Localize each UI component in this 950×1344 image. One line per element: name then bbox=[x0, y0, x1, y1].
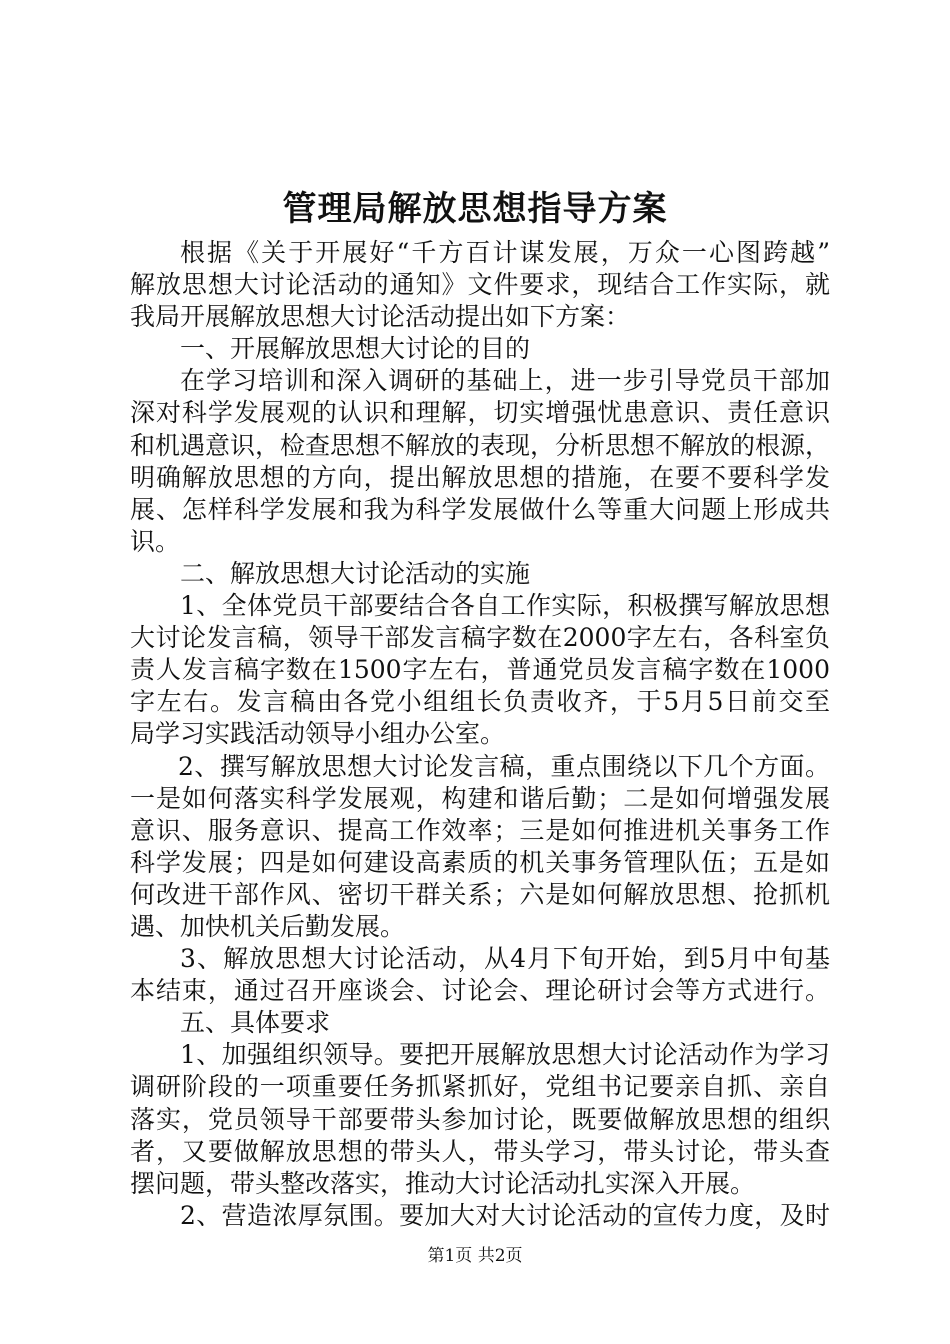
body-line: 本结束，通过召开座谈会、讨论会、理论研讨会等方式进行。 bbox=[130, 976, 830, 1006]
body-line: 意识、服务意识、提高工作效率；三是如何推进机关事务工作 bbox=[130, 815, 830, 845]
document-body bbox=[130, 237, 830, 1232]
body-line: 2、撰写解放思想大讨论发言稿，重点围绕以下几个方面。 bbox=[178, 751, 830, 781]
body-line: 识。 bbox=[130, 526, 181, 556]
body-line: 我局开展解放思想大讨论活动提出如下方案： bbox=[130, 302, 631, 332]
body-line: 明确解放思想的方向，提出解放思想的措施，在要不要科学发 bbox=[130, 462, 830, 492]
body-line: 何改进干部作风、密切干群关系；六是如何解放思想、抢抓机 bbox=[130, 879, 830, 909]
body-line: 大讨论发言稿，领导干部发言稿字数在2000字左右，各科室负 bbox=[130, 623, 830, 653]
page-number-footer: 第1页 共2页 bbox=[427, 1246, 523, 1266]
body-line: 2、营造浓厚氛围。要加大对大讨论活动的宣传力度，及时 bbox=[180, 1200, 830, 1230]
body-line: 1、全体党员干部要结合各自工作实际，积极撰写解放思想 bbox=[180, 591, 830, 621]
section-heading: 五、具体要求 bbox=[180, 1008, 331, 1038]
body-line: 根据《关于开展好“千方百计谋发展，万众一心图跨越” bbox=[180, 238, 830, 267]
body-line: 调研阶段的一项重要任务抓紧抓好，党组书记要亲自抓、亲自 bbox=[130, 1072, 830, 1102]
body-line: 解放思想大讨论活动的通知》文件要求，现结合工作实际，就 bbox=[130, 270, 830, 300]
body-line: 深对科学发展观的认识和理解，切实增强忧患意识、责任意识 bbox=[130, 398, 830, 428]
body-line: 一是如何落实科学发展观，构建和谐后勤；二是如何增强发展 bbox=[130, 783, 830, 813]
section-heading: 一、开展解放思想大讨论的目的 bbox=[180, 334, 531, 364]
body-line: 科学发展；四是如何建设高素质的机关事务管理队伍；五是如 bbox=[130, 847, 830, 877]
body-line: 责人发言稿字数在1500字左右，普通党员发言稿字数在1000 bbox=[130, 655, 830, 685]
body-line: 字左右。发言稿由各党小组组长负责收齐，于5月5日前交至 bbox=[130, 687, 830, 717]
body-line: 在学习培训和深入调研的基础上，进一步引导党员干部加 bbox=[180, 366, 830, 396]
body-line: 1、加强组织领导。要把开展解放思想大讨论活动作为学习 bbox=[180, 1040, 830, 1070]
body-line: 遇、加快机关后勤发展。 bbox=[130, 911, 406, 941]
body-line: 落实，党员领导干部要带头参加讨论，既要做解放思想的组织 bbox=[130, 1104, 830, 1134]
body-line: 摆问题，带头整改落实，推动大讨论活动扎实深入开展。 bbox=[130, 1168, 756, 1198]
section-heading: 二、解放思想大讨论活动的实施 bbox=[180, 558, 531, 588]
body-line: 局学习实践活动领导小组办公室。 bbox=[130, 719, 506, 749]
body-line: 展、怎样科学发展和我为科学发展做什么等重大问题上形成共 bbox=[130, 494, 830, 524]
document-title: 管理局解放思想指导方案 bbox=[282, 189, 668, 229]
body-line: 3、解放思想大讨论活动，从4月下旬开始，到5月中旬基 bbox=[180, 944, 830, 974]
body-line: 者，又要做解放思想的带头人，带头学习，带头讨论，带头查 bbox=[130, 1136, 830, 1166]
body-line: 和机遇意识，检查思想不解放的表现，分析思想不解放的根源， bbox=[130, 430, 831, 460]
